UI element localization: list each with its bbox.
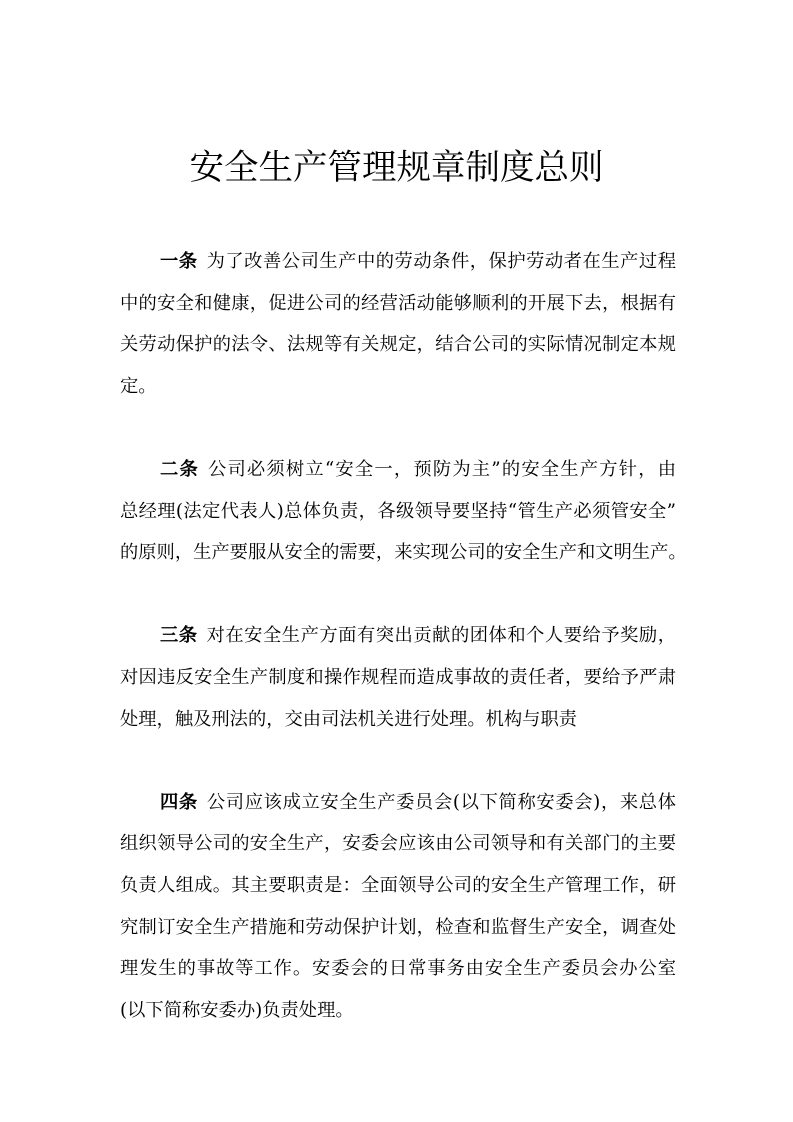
paragraph-line: 究制订安全生产措施和劳动保护计划，检查和监督生产安全，调查处 bbox=[120, 916, 676, 938]
paragraph-line: 对因违反安全生产制度和操作规程而造成事故的责任者，要给予严肃 bbox=[120, 666, 676, 688]
paragraph-line bbox=[120, 782, 676, 824]
article-label: 一条 bbox=[160, 251, 198, 272]
article-2 bbox=[120, 449, 687, 574]
article-4 bbox=[120, 782, 676, 1032]
paragraph-text: 公司应该成立安全生产委员会(以下简称安委会)，来总体 bbox=[206, 791, 677, 813]
paragraph-text: 为了改善公司生产中的劳动条件，保护劳动者在生产过程 bbox=[206, 251, 676, 272]
paragraph-line: (以下简称安委办)负责处理。 bbox=[120, 999, 354, 1021]
article-label: 二条 bbox=[160, 458, 199, 480]
paragraph-text: 对在安全生产方面有突出贡献的团体和个人要给予奖励， bbox=[206, 625, 676, 647]
article-label: 四条 bbox=[160, 791, 198, 813]
paragraph-line: 的原则，生产要服从安全的需要，来实现公司的安全生产和文明生产。 bbox=[120, 542, 687, 564]
paragraph-line bbox=[120, 615, 676, 657]
paragraph-line: 处理，触及刑法的，交由司法机关进行处理。机构与职责 bbox=[120, 708, 578, 730]
article-3 bbox=[120, 615, 676, 740]
document-body bbox=[120, 241, 687, 1031]
paragraph-line: 定。 bbox=[120, 375, 157, 397]
paragraph-line: 负责人组成。其主要职责是：全面领导公司的安全生产管理工作，研 bbox=[120, 874, 676, 896]
article-label: 三条 bbox=[160, 625, 198, 647]
document-title: 安全生产管理规章制度总则 bbox=[189, 148, 604, 188]
paragraph-text: 公司必须树立“安全一，预防为主”的安全生产方针，由 bbox=[207, 458, 676, 480]
paragraph-line: 总经理(法定代表人)总体负责，各级领导要坚持“管生产必须管安全” bbox=[120, 500, 676, 522]
paragraph-line: 关劳动保护的法令、法规等有关规定，结合公司的实际情况制定本规 bbox=[120, 334, 676, 356]
paragraph-line: 中的安全和健康，促进公司的经营活动能够顺利的开展下去，根据有 bbox=[120, 292, 676, 314]
paragraph-line: 理发生的事故等工作。安委会的日常事务由安全生产委员会办公室 bbox=[120, 958, 676, 980]
paragraph-line: 组织领导公司的安全生产，安委会应该由公司领导和有关部门的主要 bbox=[120, 833, 676, 855]
paragraph-line bbox=[120, 449, 676, 491]
paragraph-line bbox=[120, 241, 676, 283]
article-1 bbox=[120, 241, 676, 407]
